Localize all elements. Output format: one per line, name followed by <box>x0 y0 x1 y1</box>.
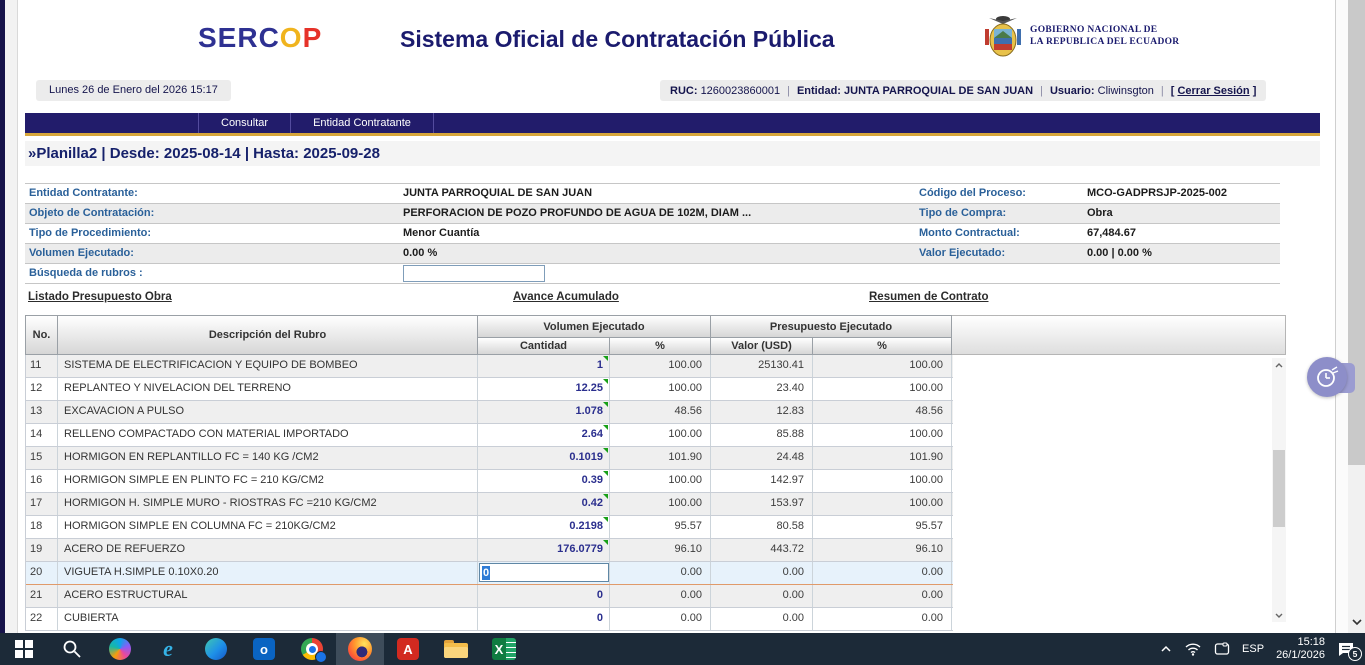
rubros-table-header <box>25 315 952 355</box>
row-description: REPLANTEO Y NIVELACION DEL TERRENO <box>58 378 478 400</box>
row-presupuesto-pct: 96.10 <box>813 539 952 561</box>
display-connect-icon[interactable] <box>1214 642 1230 656</box>
row-description: CUBIERTA <box>58 608 478 630</box>
chrome-profile-badge <box>315 651 327 663</box>
tray-date: 26/1/2026 <box>1276 649 1325 661</box>
edited-cell-marker-icon <box>603 425 608 430</box>
table-row[interactable] <box>26 355 953 378</box>
row-cantidad-cell[interactable] <box>478 493 610 515</box>
taskbar-clock[interactable] <box>1276 636 1325 662</box>
info-label: Valor Ejecutado: <box>919 247 1006 259</box>
row-valor-usd: 23.40 <box>711 378 813 400</box>
search-icon <box>62 639 82 659</box>
process-info-table <box>25 183 1280 284</box>
tray-time: 15:18 <box>1297 636 1325 648</box>
info-row <box>25 204 1280 224</box>
info-value: 67,484.67 <box>1087 227 1136 239</box>
ruc-label: RUC: <box>670 84 698 97</box>
info-row-search <box>25 264 1280 284</box>
taskbar-acrobat-button[interactable] <box>384 633 432 665</box>
navbar-spacer <box>25 113 199 133</box>
table-scrollbar-thumb[interactable] <box>1273 450 1285 527</box>
row-presupuesto-pct: 0.00 <box>813 585 952 607</box>
row-cantidad-cell[interactable] <box>478 378 610 400</box>
info-row <box>25 224 1280 244</box>
taskbar-internet-explorer-button[interactable] <box>144 633 192 665</box>
chrome-icon <box>301 638 323 660</box>
row-presupuesto-pct: 95.57 <box>813 516 952 538</box>
cantidad-value: 0.2198 <box>569 520 603 532</box>
row-valor-usd: 85.88 <box>711 424 813 446</box>
logout-bracket-open: [ <box>1170 84 1175 97</box>
table-row[interactable] <box>26 470 953 493</box>
row-presupuesto-pct: 100.00 <box>813 470 952 492</box>
taskbar-apps <box>0 633 528 665</box>
row-cantidad-cell[interactable] <box>478 562 610 584</box>
col-group-volumen-ejecutado: Volumen Ejecutado <box>478 315 711 337</box>
rubro-search-input[interactable] <box>403 265 545 282</box>
cantidad-value: 0.39 <box>581 474 603 486</box>
cantidad-value: 0.42 <box>581 497 603 509</box>
user-label: Usuario: <box>1049 84 1095 97</box>
taskbar-firefox-button[interactable] <box>336 633 384 665</box>
row-volumen-pct: 95.57 <box>610 516 711 538</box>
row-description: HORMIGON EN REPLANTILLO FC = 140 KG /CM2 <box>58 447 478 469</box>
cantidad-value: 0 <box>596 589 603 601</box>
table-row[interactable] <box>26 608 953 631</box>
rubros-table-body <box>25 355 953 631</box>
info-value: Obra <box>1087 207 1113 219</box>
wifi-icon[interactable] <box>1184 642 1202 656</box>
row-description: VIGUETA H.SIMPLE 0.10X0.20 <box>58 562 478 584</box>
row-volumen-pct: 100.00 <box>610 493 711 515</box>
row-number: 15 <box>26 447 58 469</box>
row-volumen-pct: 100.00 <box>610 355 711 377</box>
info-empty-cell <box>915 264 1087 284</box>
entity-value: JUNTA PARROQUIAL DE SAN JUAN <box>844 84 1034 97</box>
col-header-no: No. <box>25 315 58 355</box>
excel-icon: X <box>492 638 516 660</box>
page-scrollbar-down-icon[interactable] <box>1348 610 1365 633</box>
datetime-badge: Lunes 26 de Enero del 2026 15:17 <box>36 80 231 101</box>
timer-extension-widget[interactable] <box>1307 357 1349 399</box>
notification-badge: 5 <box>1348 647 1362 661</box>
table-scrollbar-up-icon[interactable] <box>1272 358 1286 372</box>
row-description: RELLENO COMPACTADO CON MATERIAL IMPORTADO <box>58 424 478 446</box>
info-label: Monto Contractual: <box>919 227 1020 239</box>
table-row[interactable] <box>26 378 953 401</box>
row-cantidad-cell[interactable] <box>478 539 610 561</box>
cantidad-value: 0.1019 <box>569 451 603 463</box>
page-scrollbar[interactable] <box>1348 0 1365 633</box>
language-indicator[interactable]: ESP <box>1242 643 1265 655</box>
row-cantidad-cell[interactable] <box>478 516 610 538</box>
table-scrollbar[interactable] <box>1272 358 1286 622</box>
windows-taskbar <box>0 633 1365 665</box>
row-number: 19 <box>26 539 58 561</box>
taskbar-copilot-button[interactable] <box>96 633 144 665</box>
cantidad-selected-text: 0 <box>483 566 490 579</box>
row-volumen-pct: 96.10 <box>610 539 711 561</box>
row-description: HORMIGON SIMPLE EN COLUMNA FC = 210KG/CM2 <box>58 516 478 538</box>
info-label: Tipo de Procedimiento: <box>29 227 152 239</box>
row-presupuesto-pct: 100.00 <box>813 493 952 515</box>
sercop-logo-blue: SERC <box>198 22 280 53</box>
info-empty-cell <box>1087 264 1280 284</box>
page-left-gutter <box>5 0 18 633</box>
cantidad-value: 176.0779 <box>557 543 603 555</box>
row-number: 16 <box>26 470 58 492</box>
row-valor-usd: 12.83 <box>711 401 813 423</box>
col-header-presupuesto-pct: % <box>813 337 952 355</box>
row-presupuesto-pct: 100.00 <box>813 424 952 446</box>
row-valor-usd: 443.72 <box>711 539 813 561</box>
info-value: 0.00 % <box>403 247 438 259</box>
edited-cell-marker-icon <box>603 356 608 361</box>
rubro-search-label: Búsqueda de rubros : <box>29 267 143 279</box>
cantidad-value: 0 <box>596 612 603 624</box>
row-description: SISTEMA DE ELECTRIFICACION Y EQUIPO DE BOMBEO <box>58 355 478 377</box>
info-label: Código del Proceso: <box>919 187 1026 199</box>
outlook-icon: o <box>253 638 275 660</box>
ruc-value: 1260023860001 <box>700 84 781 97</box>
taskbar-file-explorer-button[interactable] <box>432 633 480 665</box>
taskbar-outlook-button[interactable] <box>240 633 288 665</box>
clock-timer-icon[interactable] <box>1307 357 1347 397</box>
row-volumen-pct: 0.00 <box>610 562 711 584</box>
link-avance-acumulado[interactable]: Avance Acumulado <box>513 291 619 303</box>
row-cantidad-cell[interactable] <box>478 401 610 423</box>
sercop-logo <box>198 22 322 54</box>
table-row[interactable] <box>26 585 953 608</box>
copilot-icon <box>109 638 131 660</box>
table-row[interactable] <box>26 516 953 539</box>
taskbar-search-button[interactable] <box>48 633 96 665</box>
taskbar-excel-button[interactable] <box>480 633 528 665</box>
system-tray <box>1160 633 1365 665</box>
adobe-acrobat-icon: A <box>397 638 419 660</box>
row-number: 11 <box>26 355 58 377</box>
page-right-gutter <box>1335 0 1349 633</box>
government-logo <box>983 13 1179 59</box>
internet-explorer-icon: e <box>163 636 173 661</box>
row-volumen-pct: 0.00 <box>610 585 711 607</box>
edited-cell-marker-icon <box>603 471 608 476</box>
cantidad-input[interactable] <box>479 563 609 582</box>
row-valor-usd: 142.97 <box>711 470 813 492</box>
edited-cell-marker-icon <box>603 540 608 545</box>
edge-icon <box>205 638 227 660</box>
info-label: Tipo de Compra: <box>919 207 1007 219</box>
logout-link[interactable]: Cerrar Sesión <box>1177 84 1250 97</box>
nav-tab-entidad-contratante[interactable]: Entidad Contratante <box>291 113 434 133</box>
row-presupuesto-pct: 0.00 <box>813 562 952 584</box>
row-number: 14 <box>26 424 58 446</box>
page-title: Sistema Oficial de Contratación Pública <box>400 26 835 52</box>
row-valor-usd: 25130.41 <box>711 355 813 377</box>
cantidad-value: 1 <box>596 359 603 371</box>
table-row[interactable] <box>26 447 953 470</box>
row-volumen-pct: 48.56 <box>610 401 711 423</box>
row-volumen-pct: 100.00 <box>610 378 711 400</box>
edited-cell-marker-icon <box>603 517 608 522</box>
col-header-cantidad: Cantidad <box>478 337 610 355</box>
row-number: 21 <box>26 585 58 607</box>
row-presupuesto-pct: 100.00 <box>813 355 952 377</box>
row-cantidad-cell[interactable] <box>478 470 610 492</box>
main-navbar <box>25 113 1320 136</box>
row-presupuesto-pct: 100.00 <box>813 378 952 400</box>
row-presupuesto-pct: 48.56 <box>813 401 952 423</box>
notification-center-button[interactable] <box>1337 641 1358 659</box>
info-label: Objeto de Contratación: <box>29 207 155 219</box>
row-valor-usd: 0.00 <box>711 562 813 584</box>
link-resumen-de-contrato[interactable]: Resumen de Contrato <box>869 291 989 303</box>
row-number: 22 <box>26 608 58 630</box>
row-cantidad-cell[interactable] <box>478 424 610 446</box>
row-number: 13 <box>26 401 58 423</box>
row-cantidad-cell[interactable] <box>478 608 610 630</box>
info-value: Menor Cuantía <box>403 227 480 239</box>
col-header-valor-usd: Valor (USD) <box>711 337 813 355</box>
separator: | <box>1040 84 1043 97</box>
edited-cell-marker-icon <box>603 448 608 453</box>
row-valor-usd: 0.00 <box>711 608 813 630</box>
row-volumen-pct: 100.00 <box>610 424 711 446</box>
row-cantidad-cell[interactable] <box>478 447 610 469</box>
taskbar-edge-button[interactable] <box>192 633 240 665</box>
row-valor-usd: 0.00 <box>711 585 813 607</box>
info-value: 0.00 | 0.00 % <box>1087 247 1152 259</box>
session-info-badge <box>660 80 1266 101</box>
table-row[interactable] <box>26 539 953 562</box>
table-row[interactable] <box>26 493 953 516</box>
row-description: EXCAVACION A PULSO <box>58 401 478 423</box>
table-header-filler <box>952 315 1286 355</box>
info-label: Entidad Contratante: <box>29 187 138 199</box>
table-scrollbar-down-icon[interactable] <box>1272 608 1286 622</box>
col-group-presupuesto-ejecutado: Presupuesto Ejecutado <box>711 315 952 337</box>
table-row[interactable] <box>26 401 953 424</box>
row-number: 18 <box>26 516 58 538</box>
info-label: Volumen Ejecutado: <box>29 247 134 259</box>
row-presupuesto-pct: 0.00 <box>813 608 952 630</box>
row-description: HORMIGON H. SIMPLE MURO - RIOSTRAS FC =210 KG/CM2 <box>58 493 478 515</box>
edited-cell-marker-icon <box>603 402 608 407</box>
gov-text-line2: LA REPUBLICA DEL ECUADOR <box>1030 37 1180 47</box>
windows-logo-icon <box>15 640 33 658</box>
row-cantidad-cell[interactable] <box>478 355 610 377</box>
row-volumen-pct: 101.90 <box>610 447 711 469</box>
info-row <box>25 184 1280 204</box>
info-value: PERFORACION DE POZO PROFUNDO DE AGUA DE 102M, DIAM ... <box>403 207 752 219</box>
taskbar-chrome-button[interactable] <box>288 633 336 665</box>
row-valor-usd: 153.97 <box>711 493 813 515</box>
cantidad-value: 12.25 <box>575 382 603 394</box>
row-volumen-pct: 0.00 <box>610 608 711 630</box>
row-valor-usd: 80.58 <box>711 516 813 538</box>
col-header-descripcion: Descripción del Rubro <box>58 315 478 355</box>
sercop-logo-red: P <box>302 22 323 53</box>
row-description: ACERO ESTRUCTURAL <box>58 585 478 607</box>
tray-chevron-up-icon[interactable] <box>1160 645 1172 653</box>
separator: | <box>1160 84 1164 97</box>
info-value: MCO-GADPRSJP-2025-002 <box>1087 187 1227 199</box>
row-valor-usd: 24.48 <box>711 447 813 469</box>
separator: | <box>787 84 790 97</box>
ecuador-coat-of-arms-icon <box>983 13 1023 59</box>
link-listado-presupuesto-obra[interactable]: Listado Presupuesto Obra <box>28 291 172 303</box>
page-scrollbar-thumb[interactable] <box>1348 0 1365 465</box>
row-cantidad-cell[interactable] <box>478 585 610 607</box>
row-description: HORMIGON SIMPLE EN PLINTO FC = 210 KG/CM2 <box>58 470 478 492</box>
cantidad-value: 1.078 <box>575 405 603 417</box>
edited-cell-marker-icon <box>603 379 608 384</box>
table-row[interactable] <box>26 424 953 447</box>
row-description: ACERO DE REFUERZO <box>58 539 478 561</box>
col-header-volumen-pct: % <box>610 337 711 355</box>
edited-cell-marker-icon <box>603 494 608 499</box>
logout-bracket-close: ] <box>1252 84 1257 97</box>
info-row <box>25 244 1280 264</box>
cantidad-value: 2.64 <box>581 428 603 440</box>
row-presupuesto-pct: 101.90 <box>813 447 952 469</box>
row-number: 20 <box>26 562 58 584</box>
file-explorer-icon <box>444 640 468 658</box>
table-row[interactable] <box>26 562 953 585</box>
gov-text-line1: GOBIERNO NACIONAL DE <box>1030 25 1158 35</box>
row-number: 12 <box>26 378 58 400</box>
entity-label: Entidad: <box>796 84 841 97</box>
start-button[interactable] <box>0 633 48 665</box>
planilla-heading: »Planilla2 | Desde: 2025-08-14 | Hasta: 2025-09-28 <box>25 141 1320 166</box>
row-number: 17 <box>26 493 58 515</box>
sercop-logo-yellow: O <box>279 22 303 53</box>
firefox-icon <box>348 637 372 661</box>
info-value: JUNTA PARROQUIAL DE SAN JUAN <box>403 187 593 199</box>
row-volumen-pct: 100.00 <box>610 470 711 492</box>
nav-tab-consultar[interactable]: Consultar <box>199 113 291 133</box>
user-value: Cliwinsgton <box>1097 84 1154 97</box>
